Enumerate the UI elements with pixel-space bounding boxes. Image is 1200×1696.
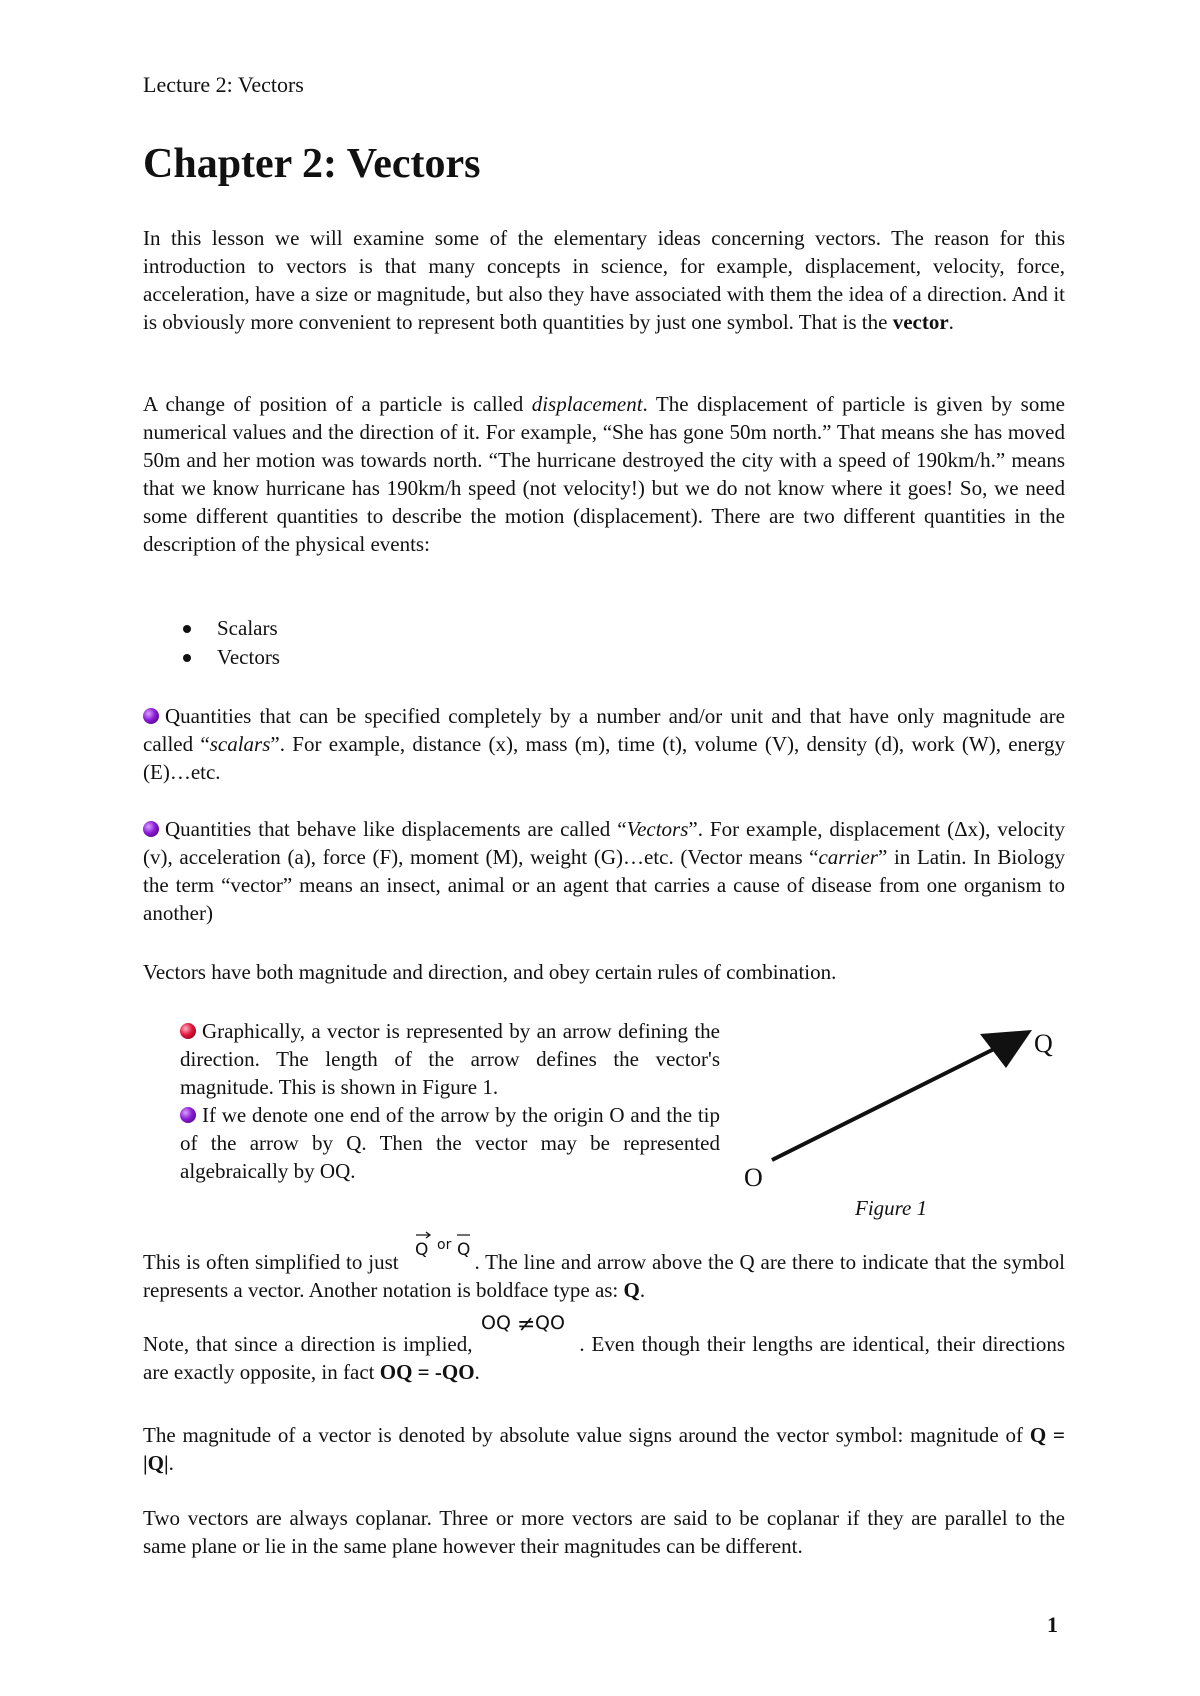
coplanar-paragraph: Two vectors are always coplanar. Three or more vectors are said to be coplanar if they are parallel to the same plane or lie in the same plane however their magnitudes can be different. [143,1506,1065,1558]
page-number: 1 [1047,1612,1058,1637]
tip-label: Q [1034,1029,1053,1058]
magnitude-paragraph: The magnitude of a vector is denoted by absolute value signs around the vector symbol: magnitude of Q = |Q|. [143,1423,1065,1475]
graphic-paragraph: Graphically, a vector is represented by an arrow defining the direction. The length of the arrow defines the vector's magnitude. This is shown in Figure 1. If we denote one end of the arrow by the origin O and the tip of the arrow by Q. Then the vector may be represented algebraically by OQ. [180,1019,720,1183]
purple-ball-bullet-icon [180,1107,196,1123]
arrowhead-icon [980,1030,1032,1068]
list-item: Vectors [143,643,280,672]
intro-paragraph: In this lesson we will examine some of the elementary ideas concerning vectors. The reason for this introduction to vectors is that many concepts in science, for example, displacement, velocity, force, acceleration, have a size or magnitude, but also they have associated with them the idea of a direction. And it is obviously more convenient to represent both quantities by just one symbol. That is the vector. [143,226,1065,334]
not-equal-expression [479,1312,579,1353]
vector-arrow-shaft [772,1040,1012,1160]
rules-paragraph: Vectors have both magnitude and direction, and obey certain rules of combination. [143,960,837,984]
list-item: Scalars [143,614,280,643]
svg-text:Q: Q [415,1240,429,1260]
vector-arrow-figure [730,1010,1070,1200]
red-ball-bullet-icon [180,1023,196,1039]
chapter-title: Chapter 2: Vectors [143,141,481,187]
bullet-dot-icon [183,625,191,633]
svg-text:Q: Q [457,1240,471,1260]
vectors-paragraph: Quantities that behave like displacements are called “Vectors”. For example, displacement (Δx), velocity (v), acceleration (a), force (F), moment (M), weight (G)…etc. (Vector means “carrier” in Latin. In Biology the term “vector” means an insect, animal or an agent that carries a cause of disease from one organism to another) [143,817,1066,925]
purple-ball-bullet-icon [143,821,159,837]
svg-text:or: or [437,1237,452,1253]
purple-ball-bullet-icon [143,708,159,724]
svg-text:QO: QO [535,1312,566,1334]
origin-label: O [744,1163,763,1192]
figure-caption: Figure 1 [855,1196,928,1220]
running-header: Lecture 2: Vectors [143,72,304,97]
bullet-dot-icon [183,654,191,662]
quantity-type-list [143,614,280,672]
vector-notation-symbols [404,1237,474,1271]
notation-paragraph: This is often simplified to just Q or Q . The line and arrow above the Q are there to indicate that the symbol represents a vector. Another notation is boldface type as: Q. [143,1243,1065,1304]
displacement-paragraph: A change of position of a particle is called displacement. The displacement of particle is given by some numerical values and the direction of it. For example, “She has gone 50m north.” That means she has moved 50m and her motion was towards north. “The hurricane destroyed the city with a speed of 190km/h.” means that we know hurricane has 190km/h speed (not velocity!) but we do not know where it goes! So, we need some different quantities to describe the motion (displacement). There are two different quantities in the description of the physical events: [143,392,1065,556]
svg-text:≠: ≠ [517,1312,536,1337]
scalars-paragraph: Quantities that can be specified completely by a number and/or unit and that have only magnitude are called “scalars”. For example, distance (x), mass (m), time (t), volume (V), density (d), work (W), energy (E)…etc. [143,704,1065,784]
svg-text:OQ: OQ [481,1312,512,1334]
note-paragraph: Note, that since a direction is implied, OQ ≠ QO . Even though their lengths are identical, their directions are exactly opposite, in fact OQ = -QO. [143,1312,1065,1384]
